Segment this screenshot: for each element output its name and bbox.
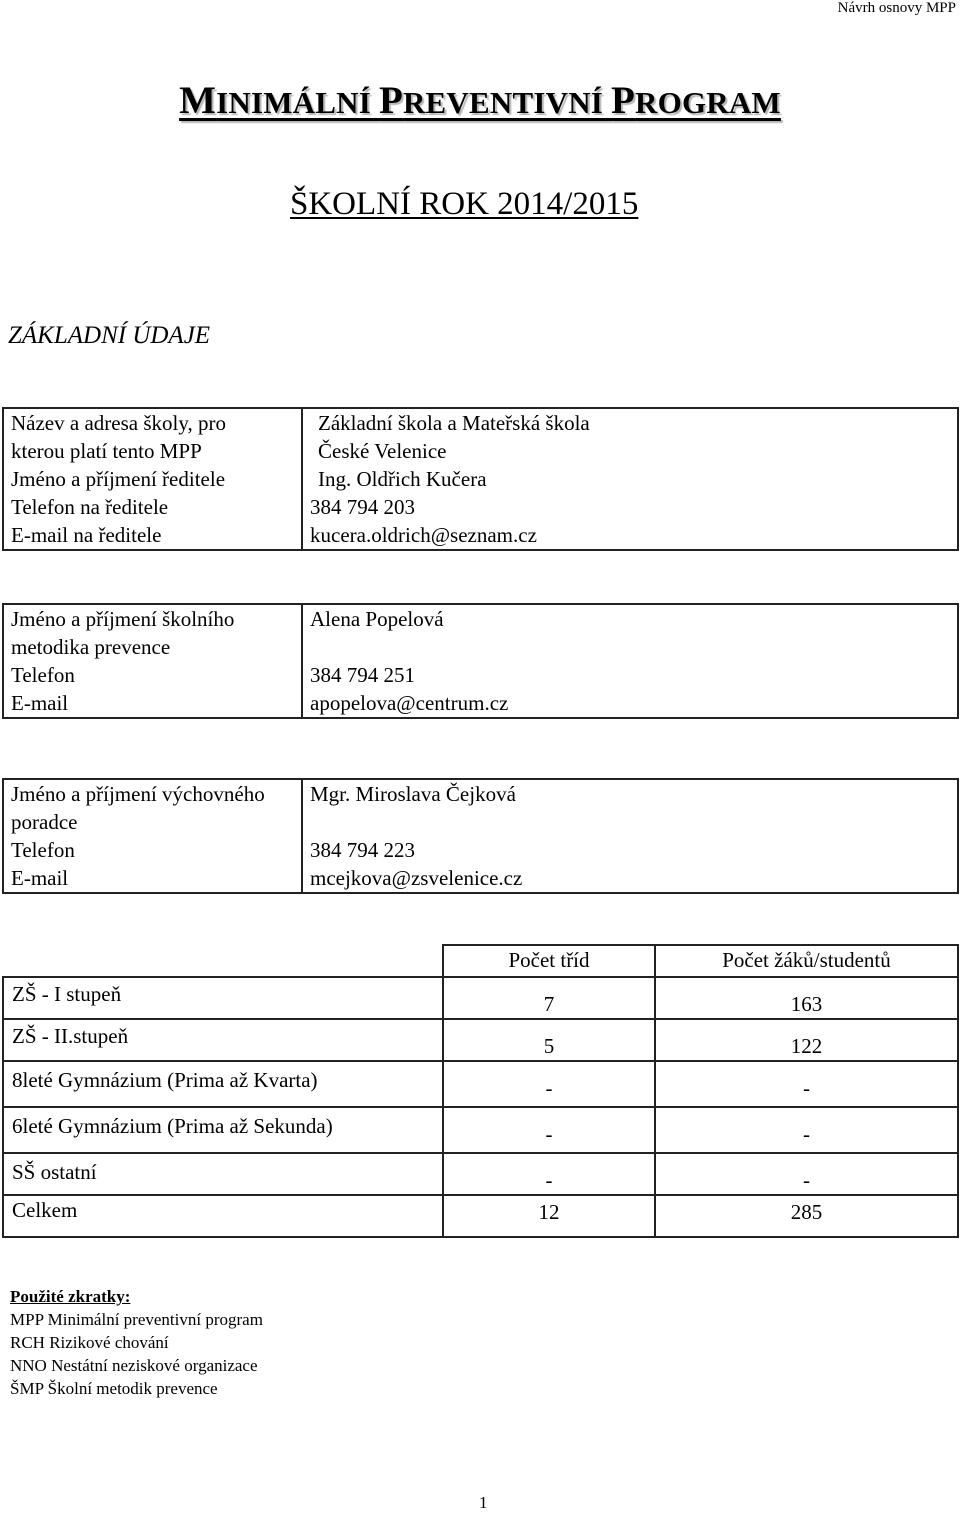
abbreviations-title: Použité zkratky: (10, 1287, 131, 1306)
document-title (0, 78, 960, 123)
label-cell (3, 779, 302, 893)
methodist-phone-label: Telefon (11, 663, 75, 687)
educational-counselor-table (2, 778, 959, 894)
row-label-text: 6leté Gymnázium (Prima až Sekunda) (12, 1114, 333, 1138)
school-year: ŠKOLNÍ ROK 2014/2015 (290, 186, 639, 222)
value-cell (302, 408, 958, 550)
row-label (3, 977, 443, 1019)
students-cell (655, 1061, 958, 1107)
row-label-text: SŠ ostatní (12, 1160, 97, 1184)
director-label: Jméno a příjmení ředitele (11, 467, 226, 491)
column-header: Počet tříd (443, 945, 655, 977)
classes-cell (443, 1061, 655, 1107)
row-label (3, 1061, 443, 1107)
page-number: 1 (479, 1493, 488, 1512)
counselor-phone-label: Telefon (11, 838, 75, 862)
director-name-value: Ing. Oldřich Kučera (318, 467, 487, 491)
table-row (3, 1019, 958, 1061)
table-row (3, 779, 958, 893)
table-row (3, 1061, 958, 1107)
students-value: 122 (790, 1034, 823, 1058)
methodist-email-value: apopelova@centrum.cz (310, 691, 509, 715)
classes-cell (443, 1195, 655, 1237)
label-cell (3, 408, 302, 550)
school-name-label-1: Název a adresa školy, pro (11, 411, 226, 435)
school-name-label-2: kterou platí tento MPP (11, 439, 202, 463)
row-label-text: ZŠ - I stupeň (12, 982, 122, 1006)
title-part: P (378, 79, 403, 122)
table-row (3, 604, 958, 718)
classes-cell (443, 1107, 655, 1153)
director-email-value: kucera.oldrich@seznam.cz (310, 523, 537, 547)
spacer (310, 808, 957, 836)
title-part: M (179, 79, 217, 122)
classes-value: 7 (543, 992, 555, 1016)
column-header: Počet žáků/studentů (655, 945, 958, 977)
classes-value: 12 (538, 1200, 560, 1224)
methodist-name-value: Alena Popelová (310, 607, 444, 631)
methodist-email-label: E-mail (11, 691, 69, 715)
students-cell (655, 977, 958, 1019)
director-email-label: E-mail na ředitele (11, 523, 162, 547)
table-row (3, 408, 958, 550)
methodist-phone-value: 384 794 251 (310, 663, 415, 687)
prevention-methodist-table (2, 603, 959, 719)
row-label-text: ZŠ - II.stupeň (12, 1024, 129, 1048)
title-part: REVENTIVNÍ (402, 85, 612, 120)
director-phone-value: 384 794 203 (310, 495, 415, 519)
counselor-email-value: mcejkova@zsvelenice.cz (310, 866, 523, 890)
students-cell (655, 1153, 958, 1195)
table-row (3, 1153, 958, 1195)
title-part: P (611, 79, 636, 122)
abbreviations-block (10, 1285, 263, 1400)
row-label (3, 1107, 443, 1153)
classes-value: - (545, 1168, 553, 1192)
counselor-phone-value: 384 794 223 (310, 838, 415, 862)
classes-cell (443, 1019, 655, 1061)
students-cell (655, 1195, 958, 1237)
title-part: INIMÁLNÍ (216, 85, 379, 120)
spacer (310, 633, 957, 661)
row-label (3, 1019, 443, 1061)
classes-value: 5 (543, 1034, 555, 1058)
header-note: Návrh osnovy MPP (837, 0, 956, 16)
classes-value: - (545, 1122, 553, 1146)
students-value: - (803, 1076, 810, 1100)
row-label-text: 8leté Gymnázium (Prima až Kvarta) (12, 1068, 318, 1092)
students-value: 163 (790, 992, 823, 1016)
students-value: - (803, 1122, 810, 1146)
title-part: ROGRAM (635, 85, 781, 120)
students-value: - (803, 1168, 810, 1192)
value-cell (302, 779, 958, 893)
empty-header-cell (3, 945, 443, 977)
counselor-email-label: E-mail (11, 866, 69, 890)
school-info-table (2, 407, 959, 551)
table-row (3, 1195, 958, 1237)
classes-value: - (545, 1076, 553, 1100)
row-label (3, 1195, 443, 1237)
abbreviation-item: RCH Rizikové chování (10, 1333, 169, 1352)
student-counts-table (2, 944, 959, 1238)
students-cell (655, 1107, 958, 1153)
director-phone-label: Telefon na ředitele (11, 495, 169, 519)
methodist-name-label-2: metodika prevence (11, 635, 171, 659)
counselor-name-label-1: Jméno a příjmení výchovného (11, 782, 265, 806)
counselor-name-label-2: poradce (11, 810, 78, 834)
students-value: 285 (790, 1200, 823, 1224)
school-name-value-1: Základní škola a Mateřská škola (318, 411, 590, 435)
row-label-text: Celkem (12, 1198, 78, 1222)
table-row (3, 1107, 958, 1153)
school-name-value-2: České Velenice (318, 439, 447, 463)
abbreviation-item: MPP Minimální preventivní program (10, 1310, 263, 1329)
classes-cell (443, 1153, 655, 1195)
label-cell (3, 604, 302, 718)
table-header-row (3, 945, 958, 977)
table-row (3, 977, 958, 1019)
section-heading: ZÁKLADNÍ ÚDAJE (8, 322, 211, 349)
counselor-name-value: Mgr. Miroslava Čejková (310, 782, 516, 806)
methodist-name-label-1: Jméno a příjmení školního (11, 607, 235, 631)
row-label (3, 1153, 443, 1195)
students-cell (655, 1019, 958, 1061)
value-cell (302, 604, 958, 718)
abbreviation-item: ŠMP Školní metodik prevence (10, 1379, 218, 1398)
abbreviation-item: NNO Nestátní neziskové organizace (10, 1356, 258, 1375)
classes-cell (443, 977, 655, 1019)
